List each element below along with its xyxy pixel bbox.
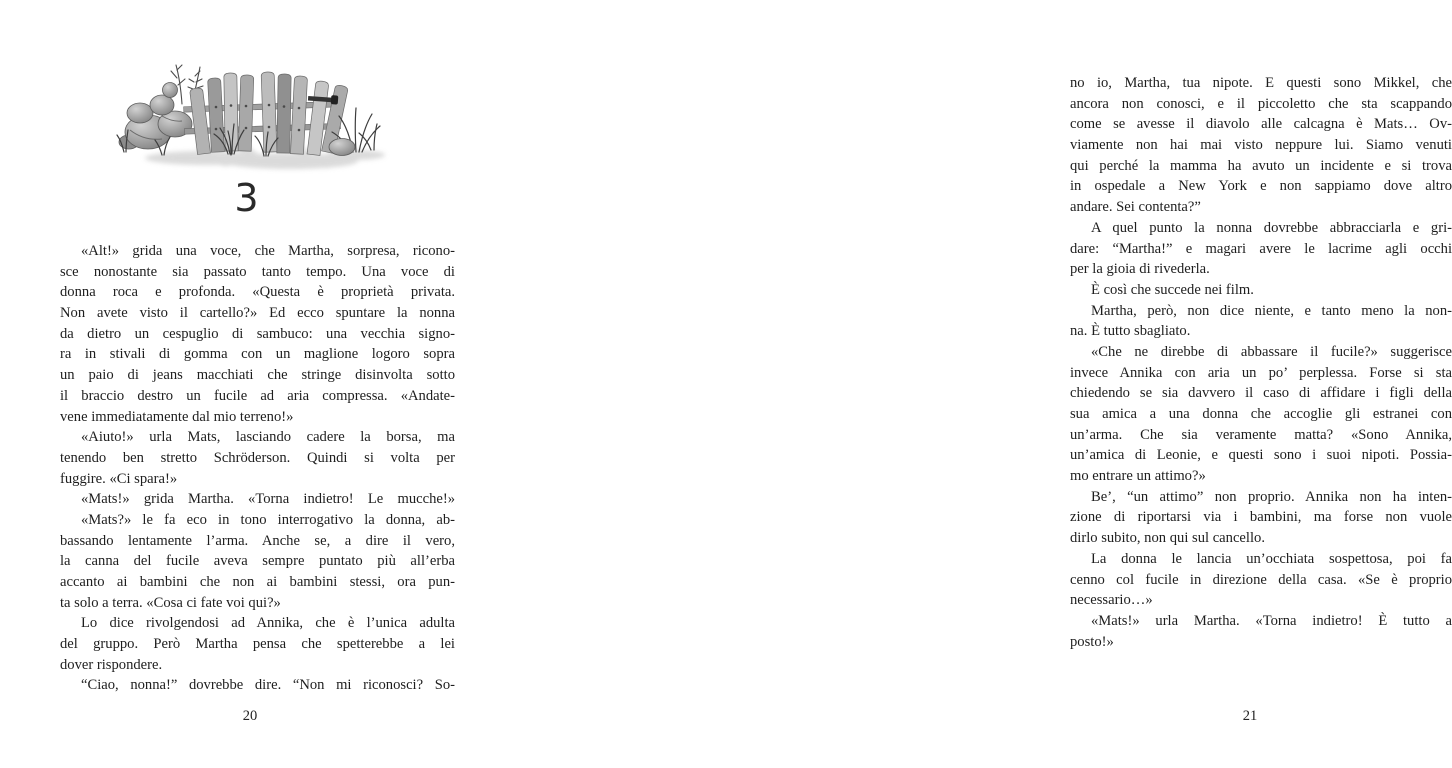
text-line: sua amica a una donna che accoglie gli estranei con (1070, 406, 1452, 422)
text-line: cenno col fucile in direzione della casa. «Se è proprio (1070, 571, 1452, 588)
text-line: «Mats!» grida Martha. «Torna indietro! Le mucche!» (81, 491, 455, 508)
text-line: vene immediatamente dal mio terreno!» (60, 408, 294, 425)
right-text-column (1070, 73, 1452, 652)
chapter-number: 3 (234, 176, 260, 220)
text-line: Be’, “un attimo” non proprio. Annika non ha inten- (1091, 488, 1452, 505)
text-line: «Mats!» urla Martha. «Torna indietro! È tutto a (1091, 612, 1452, 629)
text-line: un’amica di Leonie, e questi sono i suoi nipoti. Possia- (1070, 447, 1452, 464)
page-number-right: 21 (1242, 708, 1258, 724)
text-line: dare: “Martha!” e magari avere le lacrime agli occhi (1070, 240, 1452, 257)
text-line: Martha, però, non dice niente, e tanto meno la non- (1091, 302, 1452, 319)
text-line: A quel punto la nonna dovrebbe abbracciarla e gri- (1091, 219, 1452, 236)
text-line: chiedendo se sia davvero il caso di affidare i figli della (1070, 385, 1452, 402)
text-line: dirlo subito, non qui sul cancello. (1070, 530, 1265, 547)
text-line: andare. Sei contenta?” (1070, 199, 1201, 216)
text-line: bassando lentamente l’arma. Anche se, a dire il vero, (60, 532, 455, 549)
text-line: dover rispondere. (60, 656, 163, 673)
text-line: la canna del fucile aveva sempre puntato più all’erba (60, 553, 455, 570)
right-page (500, 0, 1452, 768)
text-line: viamente non hai mai visto neppure lui. Siamo venuti (1070, 137, 1452, 154)
text-line: ra in stivali di gomma con un maglione logoro sopra (60, 346, 455, 363)
text-line: Lo dice rivolgendosi ad Annika, che è l’unica adulta (81, 615, 455, 632)
fence-pickets (190, 72, 349, 156)
small-stone (329, 139, 355, 156)
text-line: tenendo ben stretto Schröderson. Quindi si volta per (60, 449, 455, 466)
text-line: «Che ne direbbe di abbassare il fucile?» suggerisce (1091, 343, 1452, 360)
text-line: Non avete visto il cartello?» Ed ecco spuntare la nonna (60, 305, 455, 322)
text-line: come se avesse il diavolo alle calcagna è Mats… Ov- (1070, 116, 1452, 133)
page-number-left: 20 (242, 708, 258, 724)
text-line: «Alt!» grida una voce, che Martha, sorpresa, ricono- (81, 243, 455, 259)
text-line: un paio di jeans macchiati che stringe disinvolta sotto (60, 367, 455, 384)
text-line: mo entrare un attimo?» (1070, 468, 1206, 485)
text-line: ancora non conosci, e il piccoletto che sta scappando (1070, 95, 1452, 112)
text-line: fuggire. «Ci spara!» (60, 470, 178, 487)
text-line: La donna le lancia un’occhiata sospettosa, poi fa (1091, 550, 1452, 567)
text-line: in ospedale a New York e non sappiamo dove altro (1070, 178, 1452, 195)
text-line: necessario…» (1070, 592, 1153, 609)
text-line: qui perché la mamma ha avuto un incidente e si trova (1070, 157, 1452, 174)
text-line: “Ciao, nonna!” dovrebbe dire. “Non mi riconosci? So- (81, 677, 455, 694)
fence-gate-illustration (112, 58, 397, 176)
text-line: na. È tutto sbagliato. (1070, 323, 1191, 340)
text-line: da dietro un cespuglio di sambuco: una vecchia signo- (60, 325, 455, 342)
text-line: no io, Martha, tua nipote. E questi sono Mikkel, che (1070, 75, 1452, 91)
text-line: un’arma. Che sia veramente matta? «Sono Annika, (1070, 426, 1452, 443)
text-line: «Aiuto!» urla Mats, lasciando cadere la borsa, ma (81, 429, 455, 446)
left-page (0, 0, 500, 768)
text-line: invece Annika con aria un po’ perplessa. Forse si sta (1070, 364, 1452, 381)
text-line: È così che succede nei film. (1091, 281, 1254, 298)
text-line: per la gioia di rivederla. (1070, 261, 1210, 278)
text-line: accanto ai bambini che non ai bambini stessi, ora pun- (60, 574, 455, 590)
text-line: il braccio destro un fucile ad aria compressa. «Andate- (60, 387, 455, 404)
text-line: del gruppo. Però Martha pensa che spetterebbe a lei (60, 636, 455, 653)
text-line: donna roca e profonda. «Questa è proprietà privata. (60, 284, 455, 301)
left-text-column (60, 241, 455, 696)
text-line: posto!» (1070, 633, 1114, 650)
text-line: ta solo a terra. «Cosa ci fate voi qui?» (60, 594, 281, 611)
text-line: sce nonostante sia passato tanto tempo. Una voce di (60, 263, 455, 280)
text-line: zione di riportarsi via i bambini, ma forse non vuole (1070, 509, 1452, 526)
text-line: «Mats?» le fa eco in tono interrogativo la donna, ab- (81, 511, 455, 528)
